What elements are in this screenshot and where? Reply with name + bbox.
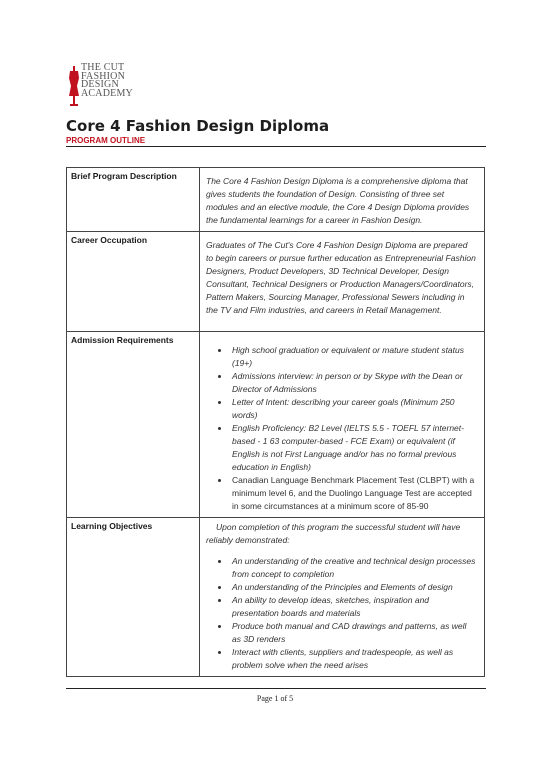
footer-divider <box>66 688 486 689</box>
objectives-intro: Upon completion of this program the successful student will have reliably demonstrated: <box>206 522 461 545</box>
row-label: Admission Requirements <box>67 332 200 518</box>
row-content <box>200 168 485 232</box>
academy-logo <box>67 64 137 114</box>
logo-line: FASHION <box>81 70 125 82</box>
table-row <box>67 518 485 677</box>
career-text: Graduates of The Cut's Core 4 Fashion Design Diploma are prepared to begin careers or pursue further education as Entrepreneurial Fashion Designers, Product Developers, 3D Technical Developer, Design Consultant, Technical Designers or Production Managers/Coordinators, Pattern Makers, Sourcing Manager, Professional Sewers including in the TV and Film industries, and careers in Retail Management. <box>206 240 476 315</box>
dress-form-icon <box>67 66 81 108</box>
list-item: • Admissions interview: in person or by Skype with the Dean or Director of Admissions <box>230 370 476 396</box>
admission-list <box>206 335 476 513</box>
title-divider <box>66 146 486 147</box>
row-label: Career Occupation <box>67 232 200 332</box>
table-row <box>67 332 485 518</box>
list-item: • Interact with clients, suppliers and tradespeople, as well as problem solve when the need arises <box>230 646 476 672</box>
table-row <box>67 168 485 232</box>
list-item: • Produce both manual and CAD drawings and patterns, as well as 3D renders <box>230 620 476 646</box>
list-item: • English Proficiency: B2 Level (IELTS 5.5 - TOEFL 57 internet-based - 1 63 computer-based - FCE Exam) or equivalent (if English is not First Language and/or has no formal previous education in English) <box>230 422 476 474</box>
row-label: Learning Objectives <box>67 518 200 677</box>
page-subtitle: PROGRAM OUTLINE <box>66 136 146 145</box>
description-text: The Core 4 Fashion Design Diploma is a comprehensive diploma that gives students the foundation of Design. Consisting of three set modules and an elective module, the Core 4 Design Diploma provides the fundamental learnings for a career in Fashion Design. <box>206 176 470 225</box>
list-item: • Canadian Language Benchmark Placement Test (CLBPT) with a minimum level 6, and the Duolingo Language Test are accepted in some circumstances at a minimum score of 85-90 <box>230 474 476 513</box>
page-number: Page 1 of 5 <box>256 694 294 703</box>
page-title: Core 4 Fashion Design Diploma <box>66 117 330 135</box>
logo-line: THE CUT <box>81 62 125 73</box>
row-content <box>200 232 485 332</box>
list-item: • An understanding of the creative and technical design processes from concept to completion <box>230 555 476 581</box>
logo-line: ACADEMY <box>81 87 133 99</box>
logo-line: DESIGN <box>81 79 119 91</box>
list-item: • An ability to develop ideas, sketches, inspiration and presentation boards and materials <box>230 594 476 620</box>
list-item: • High school graduation or equivalent or mature student status (19+) <box>230 344 476 370</box>
row-label: Brief Program Description <box>67 168 200 232</box>
program-outline-table <box>66 167 485 677</box>
list-item: • An understanding of the Principles and Elements of design <box>230 581 476 594</box>
list-item: • Letter of Intent: describing your career goals (Minimum 250 words) <box>230 396 476 422</box>
row-content <box>200 332 485 518</box>
table-row <box>67 232 485 332</box>
objectives-list <box>206 555 476 672</box>
row-content <box>200 518 485 677</box>
